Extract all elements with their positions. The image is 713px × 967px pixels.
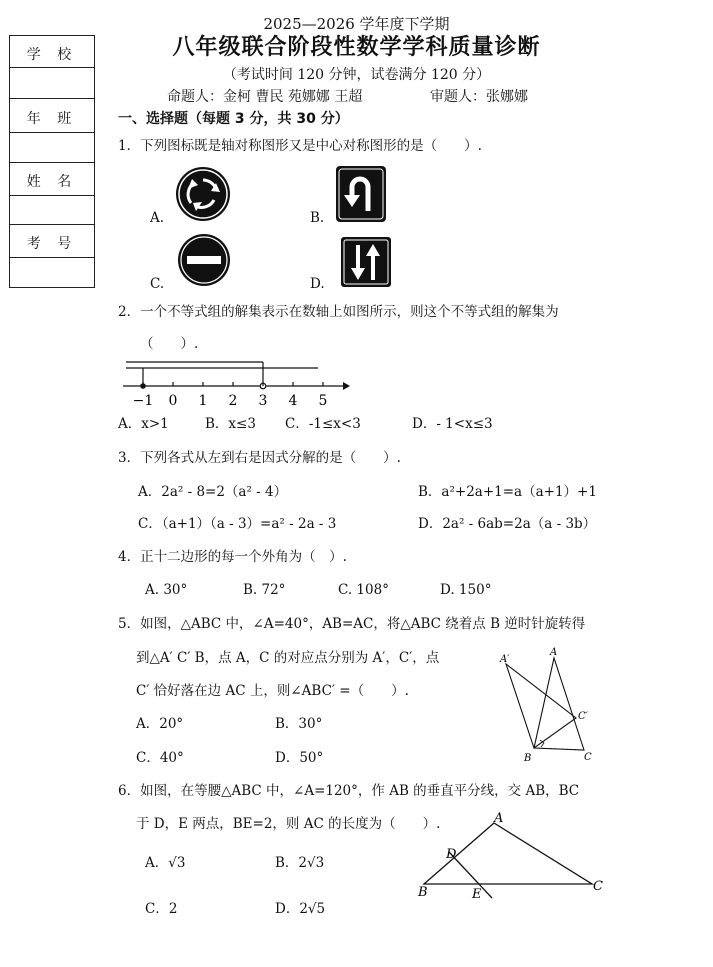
info-divider xyxy=(10,224,94,225)
option-b-label: B. xyxy=(310,210,325,226)
option-c-label: C. xyxy=(150,276,165,292)
no-entry-sign-icon xyxy=(176,232,232,288)
vertex-label: A xyxy=(550,647,558,658)
q3-option-a: A．2a² - 8=2（a² - 4） xyxy=(138,484,288,500)
q3-option-c: C．（a+1）（a - 3）=a² - 2a - 3 xyxy=(138,516,337,532)
vertex-label: B xyxy=(418,885,428,900)
question-6-line2: 于 D，E 两点，BE=2，则 AC 的长度为（ ）. xyxy=(136,816,441,832)
question-2-stem-cont: （ ）. xyxy=(140,336,199,352)
vertex-label: A′ xyxy=(500,654,510,665)
number-label: 考 号 xyxy=(26,236,78,252)
question-5-line3: C′ 恰好落在边 AC 上，则∠ABC′ =（ ）. xyxy=(136,683,409,699)
vertex-label: B xyxy=(524,753,532,764)
question-2-stem: 2．一个不等式组的解集表示在数轴上如图所示，则这个不等式组的解集为 xyxy=(118,304,559,320)
u-turn-sign-icon xyxy=(335,165,387,223)
q4-option-c: C. 108° xyxy=(338,582,389,598)
name-label: 姓 名 xyxy=(26,174,78,190)
tick-label: 0 xyxy=(168,393,178,409)
q2-option-d: D．- 1<x≤3 xyxy=(412,416,493,432)
tick-label: 4 xyxy=(288,393,298,409)
school-year: 2025—2026 学年度下学期 xyxy=(263,15,450,33)
info-divider xyxy=(10,195,94,196)
question-6-line1: 6．如图，在等腰△ABC 中，∠A=120°，作 AB 的垂直平分线，交 AB，BC xyxy=(118,783,580,799)
tick-label: 2 xyxy=(228,393,238,409)
tick-label: 5 xyxy=(318,393,328,409)
reviewer: 审题人：张娜娜 xyxy=(430,89,528,105)
q5-option-d: D．50° xyxy=(275,750,324,766)
q6-option-b: B．2√3 xyxy=(275,855,325,871)
triangle-a2c2b xyxy=(506,664,576,748)
info-divider xyxy=(10,162,94,163)
q3-option-b: B．a²+2a+1=a（a+1）+1 xyxy=(418,484,597,500)
q6-option-d: D．2√5 xyxy=(275,901,326,917)
q2-option-b: B．x≤3 xyxy=(205,416,256,432)
vertex-label: C xyxy=(584,752,592,763)
q4-option-b: B. 72° xyxy=(243,582,286,598)
info-divider xyxy=(10,98,94,99)
vertex-label: A xyxy=(494,811,504,826)
q4-option-a: A. 30° xyxy=(145,582,188,598)
tick-label: −1 xyxy=(132,393,154,409)
isosceles-triangle-figure xyxy=(412,810,612,905)
authors: 命题人：金柯 曹民 苑娜娜 王超 xyxy=(167,89,363,105)
question-5-line1: 5．如图，△ABC 中，∠A=40°，AB=AC，将△ABC 绕着点 B 逆时针旋转得 xyxy=(118,616,586,632)
two-way-traffic-sign-icon xyxy=(340,236,392,288)
tick-label: 3 xyxy=(258,393,268,409)
q4-option-d: D. 150° xyxy=(440,582,492,598)
q6-option-a: A．√3 xyxy=(145,855,186,871)
school-label: 学 校 xyxy=(26,47,78,63)
info-divider xyxy=(10,257,94,258)
rotation-triangle-figure xyxy=(492,644,612,769)
vertex-label: E xyxy=(472,887,482,902)
number-line-figure xyxy=(118,355,358,410)
option-d-label: D. xyxy=(310,276,325,292)
exam-info: （考试时间 120 分钟，试卷满分 120 分） xyxy=(222,67,491,83)
axis-arrow xyxy=(343,382,350,390)
tick-label: 1 xyxy=(198,393,208,409)
section-heading: 一、选择题（每题 3 分，共 30 分） xyxy=(118,111,349,127)
question-3-stem: 3．下列各式从左到右是因式分解的是（ ）. xyxy=(118,450,401,466)
page-title: 八年级联合阶段性数学学科质量诊断 xyxy=(172,35,541,60)
vertex-label: C′ xyxy=(578,711,588,722)
q5-option-a: A．20° xyxy=(136,716,184,732)
q3-option-d: D．2a² - 6ab=2a（a - 3b） xyxy=(418,516,597,532)
vertex-label: C xyxy=(593,879,603,894)
option-a-label: A. xyxy=(150,210,165,226)
triangle-abc xyxy=(534,658,584,750)
roundabout-sign-icon xyxy=(174,165,232,223)
info-divider xyxy=(10,132,94,133)
q6-option-c: C．2 xyxy=(145,901,178,917)
q5-option-b: B．30° xyxy=(275,716,323,732)
class-label: 年 班 xyxy=(26,111,78,127)
question-5-line2: 到△A′ C′ B，点 A，C 的对应点分别为 A′，C′，点 xyxy=(136,650,440,666)
q5-option-c: C．40° xyxy=(136,750,184,766)
question-1-stem: 1．下列图标既是轴对称图形又是中心对称图形的是（ ）. xyxy=(118,138,482,154)
vertex-label: D xyxy=(446,847,457,862)
q2-option-a: A．x>1 xyxy=(118,416,169,432)
question-4-stem: 4．正十二边形的每一个外角为（ ）. xyxy=(118,549,347,565)
q2-option-c: C．-1≤x<3 xyxy=(285,416,361,432)
